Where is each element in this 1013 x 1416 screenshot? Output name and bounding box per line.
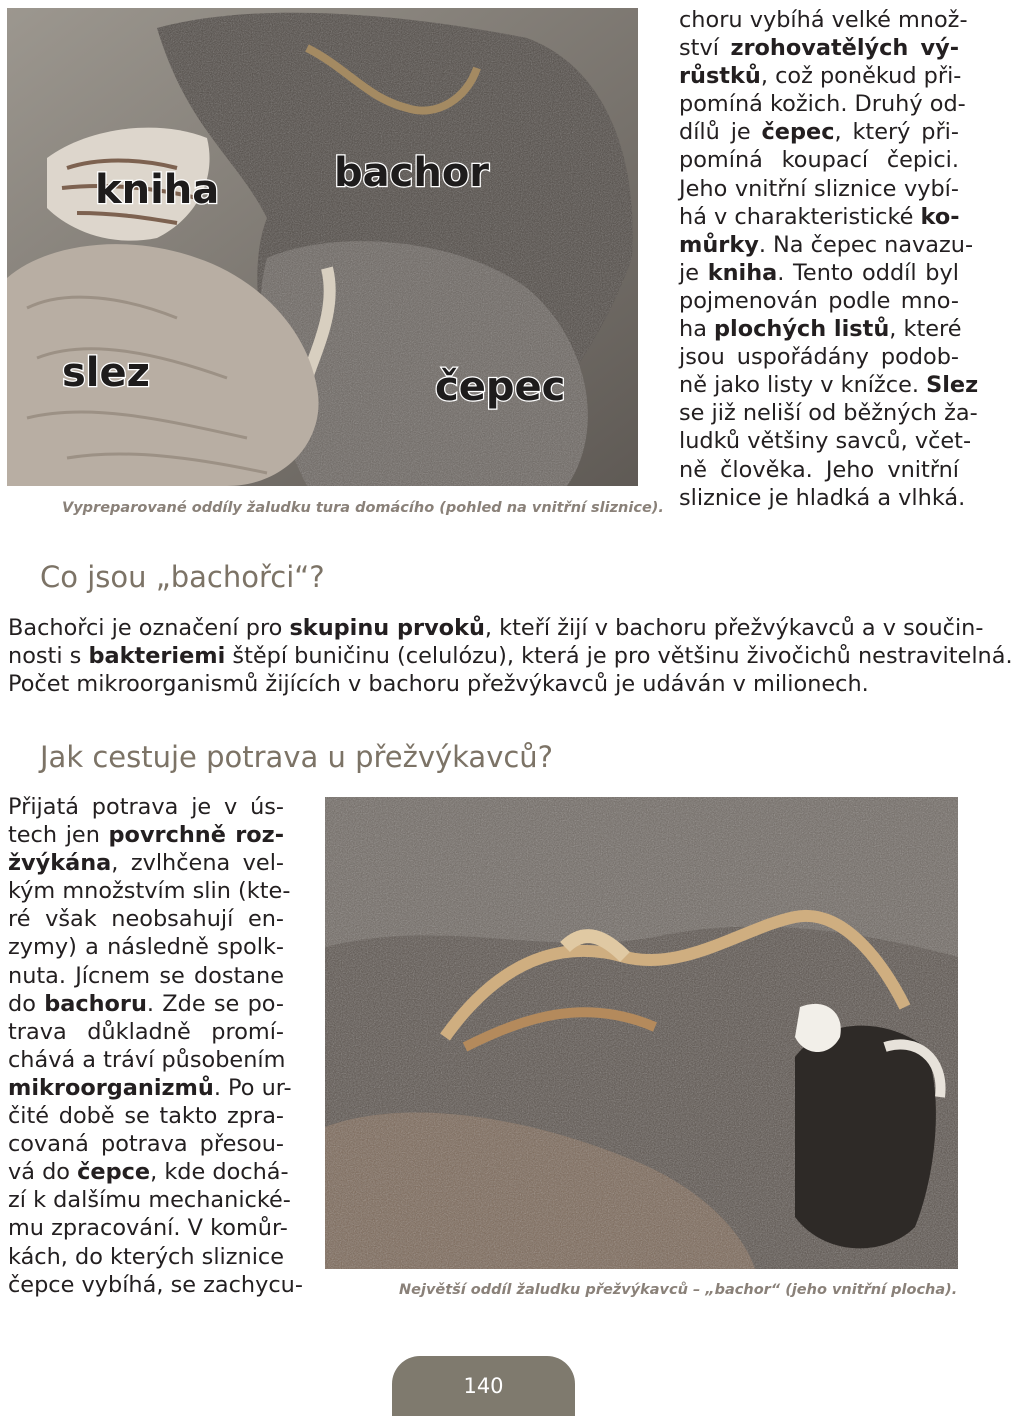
text-line [8, 614, 984, 642]
bold-term: zrohovatělých vý- [730, 35, 959, 62]
text-segment: mu zpracování. V komůr- [8, 1215, 288, 1242]
text-segment: ně jako listy v knížce. [679, 372, 927, 399]
text-segment: Jeho vnitřní sliznice vybí- [679, 175, 959, 202]
text-segment: Přijatá potrava je v ús- [8, 794, 284, 820]
text-segment: há v charakteristické [679, 203, 921, 230]
text-line [8, 933, 284, 961]
text-segment: trava důkladně promí- [8, 1018, 284, 1045]
text-segment: čepce vybíhá, se zachycu- [8, 1271, 303, 1298]
text-line [679, 175, 959, 203]
text-segment: , které [889, 316, 962, 343]
text-segment: jsou uspořádány podob- [679, 344, 959, 371]
bold-term: čepce [77, 1159, 151, 1186]
bold-term: žvýkána [8, 850, 112, 877]
stomach-compartments-photo [7, 8, 638, 486]
text-line [679, 427, 972, 455]
text-segment: vá do [8, 1159, 78, 1186]
text-segment: je [679, 259, 708, 286]
bold-term: bachoru [44, 990, 147, 1017]
text-segment: Počet mikroorganismů žijících v bachoru přežvýkavců je udáván v milionech. [8, 671, 869, 698]
text-segment: covaná potrava přesou- [8, 1131, 284, 1158]
text-line [8, 1046, 284, 1074]
text-line [679, 456, 959, 484]
text-line [8, 877, 291, 905]
text-line [8, 1186, 291, 1214]
text-line [679, 34, 959, 62]
bold-term: můrky [679, 231, 759, 258]
bold-term: čepec [761, 119, 835, 146]
text-segment: nosti s [8, 643, 89, 670]
text-segment: ství [679, 35, 731, 62]
text-segment: se již neliší od běžných ža- [679, 400, 978, 427]
bold-term: mikroorganizmů [8, 1074, 214, 1101]
text-line [8, 1243, 284, 1271]
rumen-interior-photo [325, 797, 958, 1269]
text-segment: tech jen [8, 822, 109, 849]
bold-term: bakteriemi [88, 643, 226, 670]
text-segment: chává a tráví působením [8, 1046, 286, 1073]
text-line [8, 1074, 292, 1102]
text-line [679, 90, 966, 118]
text-line [8, 821, 284, 849]
text-line [8, 905, 284, 933]
text-line [679, 287, 959, 315]
text-segment: dílů je [679, 119, 762, 146]
text-segment: , kteří žijí v bachoru přežvýkavců a v součin- [484, 615, 984, 641]
text-line [8, 962, 284, 990]
text-line [8, 1130, 284, 1158]
text-segment: , který při- [834, 119, 959, 146]
text-line [8, 1271, 303, 1299]
text-line [8, 1018, 284, 1046]
text-segment: . Po ur- [213, 1074, 292, 1101]
slez-label: slez [62, 350, 150, 396]
text-line [8, 849, 284, 877]
kniha-label: kniha [95, 167, 220, 213]
text-segment: štěpí buničinu (celulózu), která je pro většinu živočichů nestravitelná. [225, 643, 1013, 670]
text-line [679, 231, 974, 259]
bold-term: Slez [926, 372, 979, 399]
text-line [8, 1214, 288, 1242]
text-segment: . Tento oddíl byl [777, 259, 959, 286]
bold-term: růstků [679, 63, 761, 90]
section-heading-bachorci: Co jsou „bachořci“? [40, 560, 325, 594]
text-line [8, 1102, 284, 1130]
bold-term: kniha [707, 259, 778, 286]
bold-term: skupinu prvoků [289, 615, 485, 641]
cepec-label: čepec [435, 364, 566, 410]
text-segment: do [8, 990, 45, 1017]
text-line [679, 6, 968, 34]
bachor-label: bachor [334, 150, 490, 196]
text-line [679, 259, 959, 287]
text-segment: ludků většiny savců, včet- [679, 428, 972, 455]
text-segment: ré však neobsahují en- [8, 906, 284, 933]
text-line [8, 793, 284, 821]
page-number: 140 [392, 1356, 575, 1416]
text-segment: , zvlhčena vel- [111, 850, 284, 877]
text-segment: pomíná kožich. Druhý od- [679, 91, 966, 118]
text-segment: , což poněkud při- [760, 63, 962, 90]
text-segment: ha [679, 316, 715, 343]
text-line [8, 990, 284, 1018]
text-line [679, 203, 959, 231]
bold-term: povrchně roz- [108, 822, 284, 849]
text-segment: sliznice je hladká a vlhká. [679, 484, 966, 511]
text-line [679, 146, 959, 174]
text-segment: ně člověka. Jeho vnitřní [679, 456, 959, 483]
text-segment: kách, do kterých sliznice [8, 1243, 285, 1270]
text-segment: pojmenován podle mno- [679, 287, 959, 314]
text-segment: kým množstvím slin (kte- [8, 878, 291, 905]
text-segment: Bachořci je označení pro [8, 615, 290, 641]
photo1-caption: Vypreparované oddíly žaludku tura domácího (pohled na vnitřní sliznice). [62, 500, 664, 516]
text-line [679, 315, 962, 343]
photo2-caption: Největší oddíl žaludku přežvýkavců – „bachor“ (jeho vnitřní plocha). [399, 1282, 958, 1298]
compartments-description [679, 6, 979, 512]
text-segment: čité době se takto zpra- [8, 1103, 284, 1130]
text-segment: . Na čepec navazu- [758, 231, 974, 258]
text-segment: nuta. Jícnem se dostane [8, 962, 284, 989]
text-segment: , kde dochá- [150, 1159, 289, 1186]
text-line [679, 343, 959, 371]
text-segment: pomíná koupací čepici. [679, 147, 959, 174]
bachorci-paragraph [8, 614, 1013, 698]
text-segment: choru vybíhá velké množ- [679, 7, 968, 33]
text-line [679, 62, 962, 90]
bold-term: plochých listů [714, 316, 890, 343]
text-line [8, 642, 1013, 670]
text-segment: . Zde se po- [146, 990, 284, 1017]
text-line [679, 484, 966, 512]
text-line [8, 670, 958, 698]
section-heading-potrava: Jak cestuje potrava u přežvýkavců? [40, 740, 554, 774]
text-line [679, 399, 978, 427]
text-line [8, 1158, 289, 1186]
text-line [679, 371, 979, 399]
text-line [679, 118, 959, 146]
text-segment: zí k dalšímu mechanické- [8, 1187, 291, 1214]
bold-term: ko- [920, 203, 960, 230]
text-segment: zymy) a následně spolk- [8, 934, 284, 961]
potrava-paragraph [8, 793, 303, 1299]
